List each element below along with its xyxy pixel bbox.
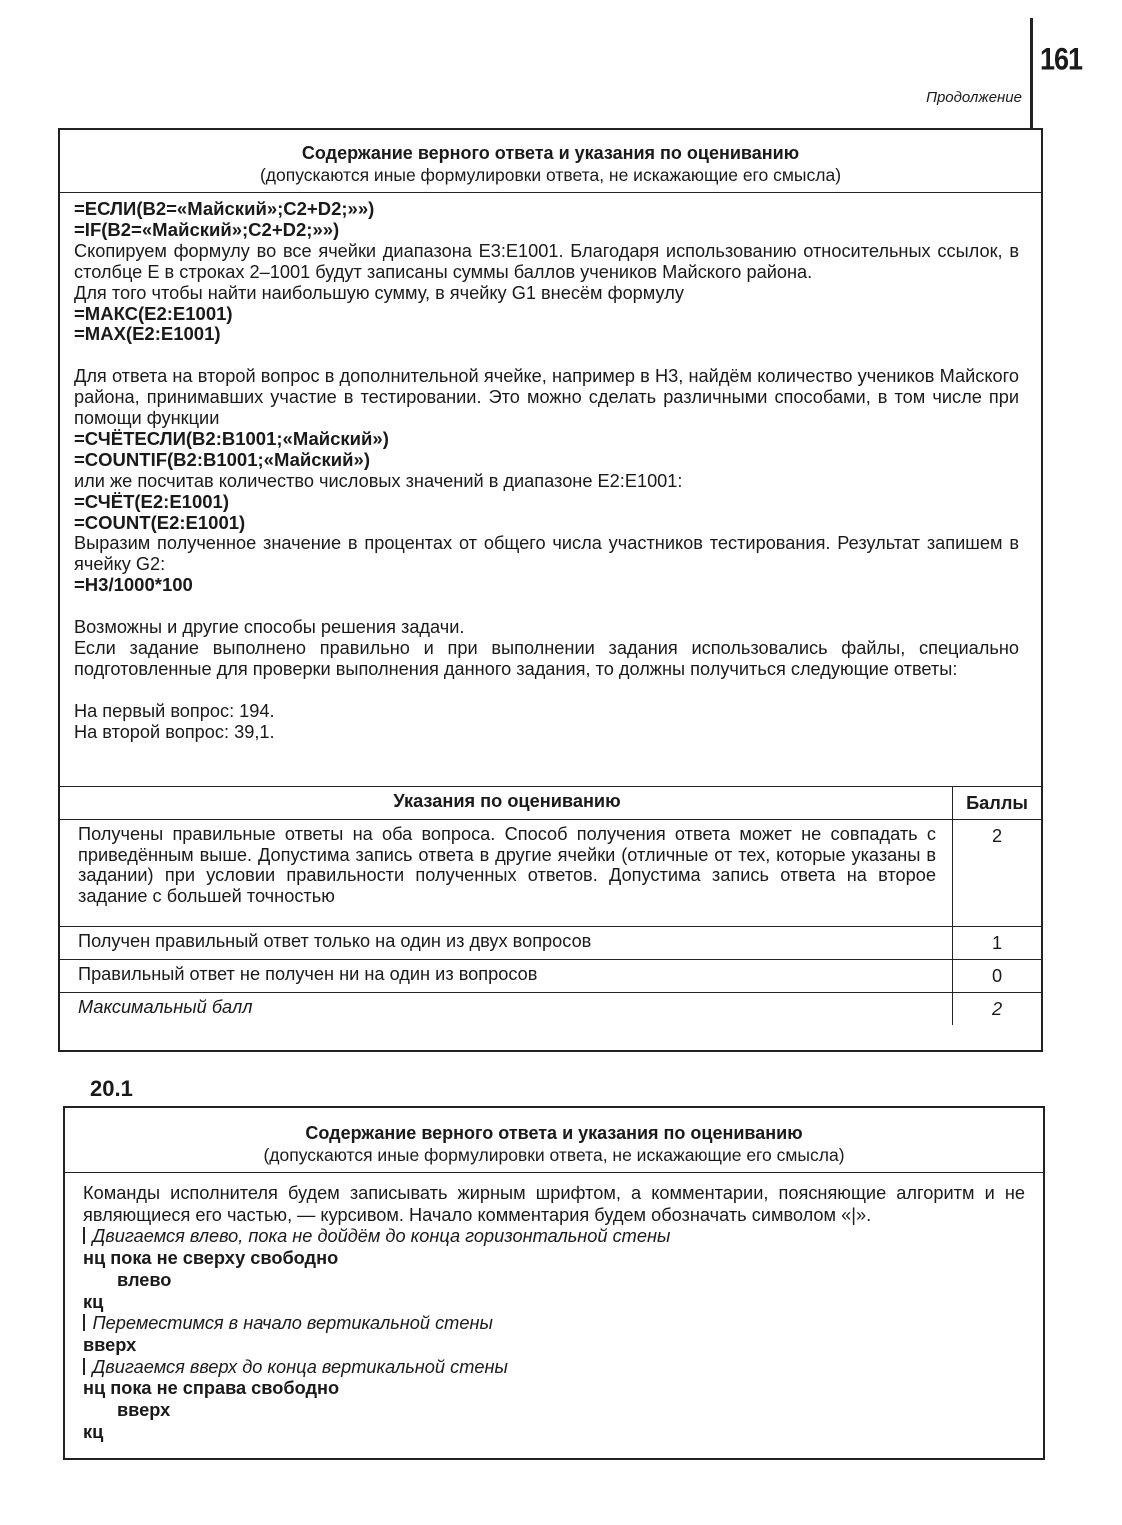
formula-line: =ЕСЛИ(B2=«Майский»;C2+D2;»»)	[74, 198, 375, 219]
program-line-text: влево	[117, 1269, 172, 1290]
paragraph-gap	[74, 345, 1019, 366]
text-paragraph: Для ответа на второй вопрос в дополнительной ячейке, например в H3, найдём количество учеников Майского района, принимавших участие в тестировании. Это можно сделать различными способами, в том числе при помощи функции	[74, 366, 1019, 429]
continuation-label: Продолжение	[926, 89, 1022, 106]
grading-header-criteria: Указания по оцениванию	[60, 787, 953, 820]
robot-program	[83, 1226, 1025, 1443]
program-command	[83, 1422, 1025, 1444]
program-line-text: Двигаемся влево, пока не дойдём до конца горизонтальной стены	[92, 1226, 671, 1247]
grading-criteria: Получены правильные ответы на оба вопроса. Способ получения ответа может не совпадать с приведённым выше. Допустима запись ответа в другие ячейки (отличные от тех, которые указаны в задании) при условии правильности полученных ответов. Допустима запись ответа на второе задание с большей точностью	[60, 820, 953, 927]
text-paragraph: Если задание выполнено правильно и при выполнении задания использовались файлы, специально подготовленные для проверки выполнения данного задания, то должны получиться следующие ответы:	[74, 638, 1019, 679]
formula-line: =СЧЁТ(E2:E1001)	[74, 490, 229, 512]
comment-marker-icon	[83, 1227, 85, 1244]
formula-line: =COUNTIF(B2:B1001;«Майский»)	[74, 448, 370, 470]
comment-marker-icon	[83, 1358, 85, 1375]
program-line-text: вверх	[83, 1334, 137, 1355]
program-comment	[83, 1357, 1025, 1379]
program-line-text: нц пока не сверху свободно	[83, 1248, 339, 1269]
answer-content	[60, 193, 1041, 743]
program-command	[83, 1270, 1025, 1292]
grading-points: 1	[953, 927, 1042, 960]
program-line-text: кц	[83, 1421, 104, 1442]
grading-header-points: Баллы	[953, 787, 1042, 820]
grading-row	[60, 820, 1041, 927]
formula-line: =COUNT(E2:E1001)	[74, 511, 246, 533]
text-paragraph: На первый вопрос: 194.	[74, 700, 275, 721]
grading-criteria: Правильный ответ не получен ни на один из вопросов	[60, 960, 953, 993]
paragraph-gap	[74, 680, 1019, 701]
program-line-text: Двигаемся вверх до конца вертикальной стены	[92, 1356, 508, 1377]
answer-box-19	[58, 128, 1043, 1052]
answer-box-20-1	[63, 1106, 1045, 1460]
program-line-text: вверх	[117, 1400, 171, 1421]
page-number: 161	[1040, 41, 1083, 77]
grading-points: 0	[953, 960, 1042, 993]
text-paragraph: Возможны и другие способы решения задачи.	[74, 617, 465, 638]
grading-row	[60, 927, 1041, 960]
answer-box-header	[60, 130, 1041, 193]
answer-box-title: Содержание верного ответа и указания по оцениванию	[305, 1123, 803, 1143]
program-command	[83, 1248, 1025, 1270]
grading-points: 2	[953, 820, 1042, 927]
text-paragraph: На второй вопрос: 39,1.	[74, 721, 275, 742]
answer-box-title: Содержание верного ответа и указания по оцениванию	[301, 143, 800, 163]
comment-marker-icon	[83, 1314, 85, 1331]
max-score-value: 2	[953, 993, 1042, 1026]
text-paragraph: Выразим полученное значение в процентах от общего числа участников тестирования. Результат запишем в ячейку G2:	[74, 533, 1019, 575]
program-line-text: Переместимся в начало вертикальной стены	[92, 1313, 493, 1334]
program-command	[83, 1378, 1025, 1400]
formula-line: =МАКС(E2:E1001)	[74, 302, 233, 324]
max-score-label: Максимальный балл	[60, 993, 953, 1026]
paragraph-gap	[74, 596, 1019, 617]
grading-row	[60, 960, 1041, 993]
task-number: 20.1	[90, 1076, 133, 1101]
program-line-text: кц	[83, 1291, 104, 1312]
grading-max-row	[60, 993, 1041, 1026]
algorithm-intro: Команды исполнителя будем записывать жирным шрифтом, а комментарии, поясняющие алгоритм и не являющиеся его частью, — курсивом. Начало комментария будем обозначать символом «|».	[83, 1183, 1025, 1225]
grading-criteria: Получен правильный ответ только на один из двух вопросов	[60, 927, 953, 960]
text-paragraph: или же посчитав количество числовых значений в диапазоне E2:E1001:	[74, 470, 683, 491]
page-margin-rule	[1030, 18, 1033, 130]
answer-box-subtitle: (допускаются иные формулировки ответа, не искажающие его смысла)	[263, 1145, 845, 1165]
program-comment	[83, 1226, 1025, 1248]
grading-table	[60, 786, 1041, 1025]
formula-line: =H3/1000*100	[74, 574, 193, 596]
text-paragraph: Скопируем формулу во все ячейки диапазона E3:E1001. Благодаря использованию относительных ссылок, в столбце E в строках 2–1001 будут записаны суммы баллов учеников Майского района.	[74, 240, 1019, 282]
grading-header-row	[60, 787, 1041, 820]
algorithm-content	[65, 1173, 1043, 1443]
program-command	[83, 1292, 1025, 1314]
formula-line: =IF(B2=«Майский»;C2+D2;»»)	[74, 218, 340, 240]
answer-box-header	[65, 1108, 1043, 1173]
program-command	[83, 1400, 1025, 1422]
program-comment	[83, 1313, 1025, 1335]
answer-box-subtitle: (допускаются иные формулировки ответа, не искажающие его смысла)	[259, 165, 842, 185]
program-command	[83, 1335, 1025, 1357]
text-paragraph: Для того чтобы найти наибольшую сумму, в ячейку G1 внесём формулу	[74, 282, 684, 303]
program-line-text: нц пока не справа свободно	[83, 1378, 340, 1399]
formula-line: =MAX(E2:E1001)	[74, 323, 221, 345]
formula-line: =СЧЁТЕСЛИ(B2:B1001;«Майский»)	[74, 427, 389, 449]
